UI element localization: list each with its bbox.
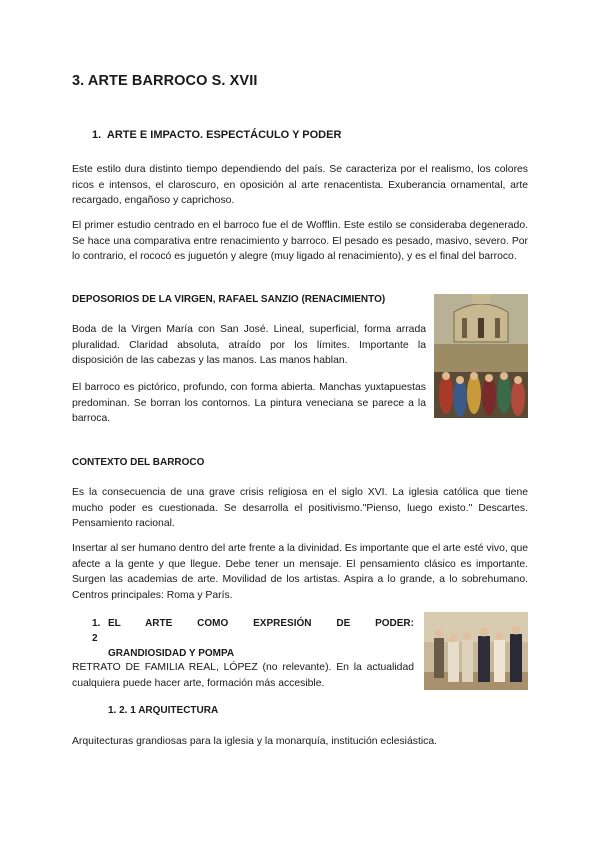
desposorios-paragraph-1: Boda de la Virgen María con San José. Lineal, superficial, forma arrada pluralidad. Claridad absoluta, atraído por los límites. Importante la disposición de las cabezas y las manos. Las manos hablan. bbox=[72, 324, 426, 367]
contexto-heading: CONTEXTO DEL BARROCO bbox=[72, 457, 205, 468]
section-1-2-title-line-1: EL ARTE COMO EXPRESIÓN DE PODER: bbox=[108, 618, 414, 629]
section-1-heading bbox=[92, 129, 341, 141]
section-1-2-heading-line-1 bbox=[92, 616, 414, 646]
section-1-paragraph-1: Este estilo dura distinto tiempo dependiendo del país. Se caracteriza por el realismo, los colores ricos e intensos, el claroscuro, en oposición al arte renacentista. Exuberancia ornamental, arte recargado, engañoso y caprichoso. bbox=[72, 164, 528, 207]
page-title: 3. ARTE BARROCO S. XVII bbox=[72, 73, 258, 89]
section-1-2-paragraph: RETRATO DE FAMILIA REAL, LÓPEZ (no relevante). En la actualidad cualquiera puede hacer arte, formación más accesible. bbox=[72, 662, 414, 689]
section-1-title: ARTE E IMPACTO. ESPECTÁCULO Y PODER bbox=[106, 129, 342, 141]
contexto-paragraph-1: Es la consecuencia de una grave crisis religiosa en el siglo XVI. La iglesia católica que tiene mucho poder es cuestionada. Se desarrolla el positivismo."Pienso, luego existo." Descartes. Pensamiento racional. bbox=[72, 487, 528, 530]
contexto-paragraph-2: Insertar al ser humano dentro del arte frente a la divinidad. Es importante que el arte esté vivo, que afecte a la gente y que llegue. Debe tener un mensaje. El pensamiento clásico es importante. Surgen las academias de arte. Movilidad de los artistas. Aspira a lo grande, a lo sobrehumano. Centros principales: Roma y París. bbox=[72, 543, 528, 601]
section-1-2-number: 1. 2 bbox=[92, 618, 101, 644]
desposorios-painting-image bbox=[434, 294, 528, 418]
desposorios-paragraph-2: El barroco es pictórico, profundo, con forma abierta. Manchas yuxtapuestas predominan. Se borran los contornos. La pintura veneciana se parece a la barroca. bbox=[72, 382, 426, 425]
section-1-2-title-line-2: GRANDIOSIDAD Y POMPA bbox=[108, 648, 235, 659]
section-1-2-heading bbox=[92, 616, 414, 661]
royal-family-portrait-image bbox=[424, 612, 528, 690]
section-1-2-1-paragraph: Arquitecturas grandiosas para la iglesia y la monarquía, institución eclesiástica. bbox=[72, 736, 438, 747]
section-1-paragraph-2: El primer estudio centrado en el barroco fue el de Wofflin. Este estilo se consideraba degenerado. Se hace una comparativa entre renacimiento y barroco. El pesado es pesado, masivo, severo. Por lo contrario, el rococó es juguetón y alegre (muy ligado al renacimiento), y es el final del barroco. bbox=[72, 220, 528, 263]
section-1-number: 1. bbox=[92, 129, 102, 141]
desposorios-heading: DEPOSORIOS DE LA VIRGEN, RAFAEL SANZIO (RENACIMIENTO) bbox=[72, 294, 386, 305]
section-1-2-1-heading: 1. 2. 1 ARQUITECTURA bbox=[108, 705, 219, 716]
